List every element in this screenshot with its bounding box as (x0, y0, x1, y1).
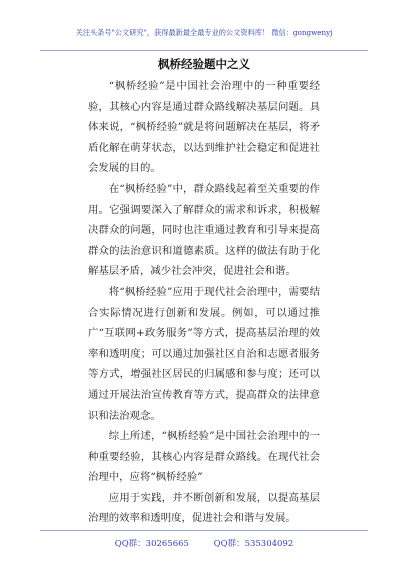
page-header (40, 0, 368, 51)
header-notice: 关注头条号"公文研究"，获得最新最全最专业的公文资料库！ 微信：gongwenyj (75, 28, 333, 37)
document-title: 枫桥经验题中之义 (158, 57, 250, 71)
paragraph-5: 应用于实践，并不断创新和发展，以提高基层治理的效率和透明度，促进社会和谐与发展。 (88, 491, 320, 525)
footer-qq-groups: QQ群：30265665 QQ群：535304092 (114, 539, 294, 549)
document-body (88, 76, 320, 529)
paragraph-2: 在“枫桥经验”中，群众路线起着至关重要的作用。它强调要深入了解群众的需求和诉求，积极解决群众的问题，同时也注重通过教育和引导来提高群众的法治意识和道德素质。这样的做法有助于化解基层矛盾，减少社会冲突，促进社会和谐。 (88, 182, 320, 278)
paragraph-4: 综上所述，“枫桥经验”是中国社会治理中的一种重要经验，其核心内容是群众路线。在现代社会治理中，应将“枫桥经验” (88, 430, 320, 484)
paragraph-1: “枫桥经验”是中国社会治理中的一种重要经验，其核心内容是通过群众路线解决基层问题。具体来说，“枫桥经验”就是将问题解决在基层，将矛盾化解在萌芽状态，以达到维护社会稳定和促进社会发展的目的。 (88, 80, 320, 175)
page-footer (40, 530, 368, 551)
paragraph-3: 将“枫桥经验”应用于现代社会治理中，需要结合实际情况进行创新和发展。例如，可以通过推广“互联网+政务服务”等方式，提高基层治理的效率和透明度；可以通过加强社区自治和志愿者服务等方式，增强社区居民的归属感和参与度；还可以通过开展法治宣传教育等方式，提高群众的法律意识和法治观念。 (88, 285, 320, 422)
